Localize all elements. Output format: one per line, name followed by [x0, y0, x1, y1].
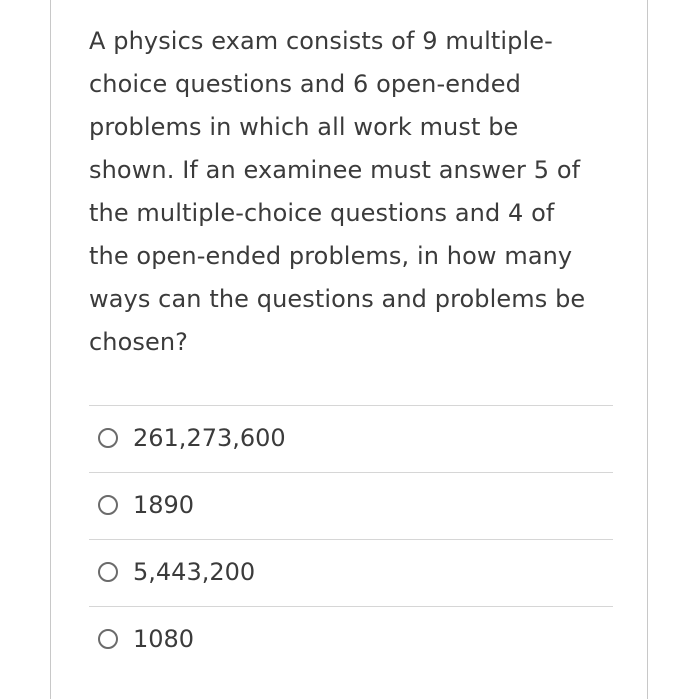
radio-button-icon[interactable] [98, 562, 118, 582]
answer-option-2[interactable] [89, 472, 613, 539]
radio-button-icon[interactable] [98, 495, 118, 515]
question-panel [50, 0, 648, 699]
answer-option-1[interactable] [89, 405, 613, 472]
radio-button-icon[interactable] [98, 629, 118, 649]
radio-button-icon[interactable] [98, 428, 118, 448]
answer-option-4[interactable] [89, 606, 613, 673]
answer-option-label[interactable]: 261,273,600 [133, 424, 286, 452]
answer-option-label[interactable]: 5,443,200 [133, 558, 256, 586]
answer-option-label[interactable]: 1080 [133, 625, 195, 653]
answer-option-label[interactable]: 1890 [133, 491, 195, 519]
answer-option-3[interactable] [89, 539, 613, 606]
answer-options [89, 405, 613, 673]
question-text: A physics exam consists of 9 multiple- choice questions and 6 open-ended problems in which all work must be shown. If an examinee must answer 5 of the multiple-choice questions and 4 of the open-ended problems, in how many ways can the questions and problems be chosen? [89, 27, 586, 356]
